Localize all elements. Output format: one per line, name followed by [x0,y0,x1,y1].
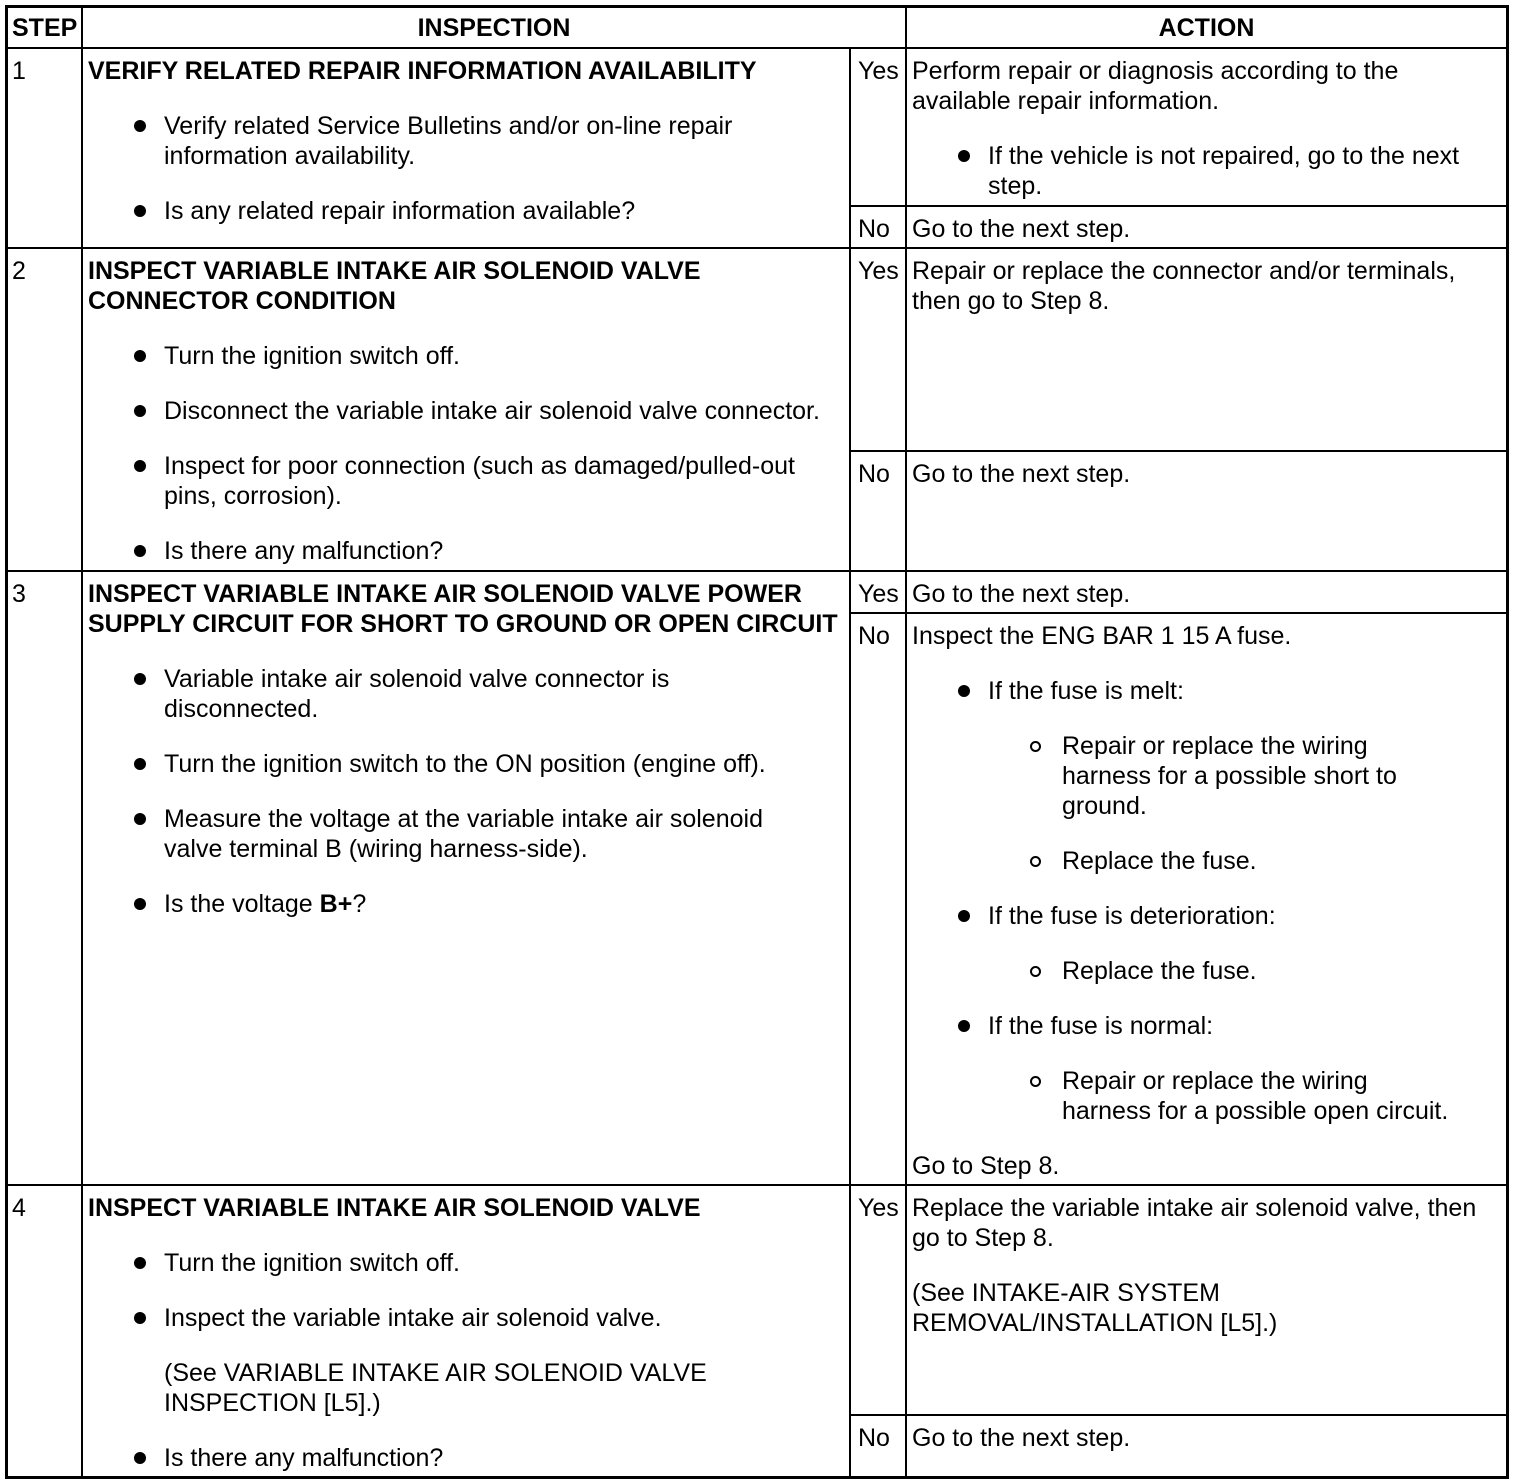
bullet-icon [134,1257,146,1269]
check-item-text: Turn the ignition switch off. [164,1249,460,1277]
check-item-text: Measure the voltage at the variable intake air solenoid valve terminal B (wiring harness-side). [164,805,763,863]
fuse-case-action [1062,1066,1501,1126]
check-item [164,889,844,919]
bullet-icon [134,205,146,217]
step-2-number: 2 [8,249,81,570]
check-item-text: Is there any malfunction? [164,1444,444,1472]
reference-note: (See VARIABLE INTAKE AIR SOLENOID VALVE INSPECTION [L5].) [164,1359,707,1417]
hollow-bullet-icon [1030,1076,1041,1087]
check-item-text: Turn the ignition switch to the ON position (engine off). [164,750,766,778]
step-2-no-action [907,452,1506,570]
step-2-yes-action [907,249,1506,450]
inspection-title: INSPECT VARIABLE INTAKE AIR SOLENOID VALVE [88,1194,701,1222]
check-item-text: Inspect the variable intake air solenoid valve. [164,1304,662,1332]
bullet-icon [958,1020,970,1032]
check-item-text: Disconnect the variable intake air solenoid valve connector. [164,397,820,425]
inspection-title: INSPECT VARIABLE INTAKE AIR SOLENOID VALVE CONNECTOR CONDITION [88,257,701,315]
step-1-inspection [83,49,849,247]
fuse-case-action-text: Repair or replace the wiring harness for a possible open circuit. [1062,1067,1449,1125]
check-item [164,749,844,779]
check-item-text: Is any related repair information available? [164,197,636,225]
check-item [164,536,844,566]
step-3-yes-label: Yes [851,572,905,612]
bullet-icon [134,545,146,557]
check-item [164,1443,844,1473]
action-text: Go to the next step. [912,460,1131,488]
diagnostic-table [5,5,1509,1479]
action-text: Inspect the ENG BAR 1 15 A fuse. [912,622,1292,650]
action-text: Perform repair or diagnosis according to the available repair information. [912,57,1399,115]
action-text: Go to the next step. [912,580,1131,608]
step-1-no-label: No [851,207,905,247]
check-item-text: Is there any malfunction? [164,537,444,565]
step-4-inspection [83,1186,849,1476]
fuse-case-action [1062,846,1501,876]
step-2-inspection [83,249,849,570]
header-step [8,8,81,47]
check-item-text: Verify related Service Bulletins and/or on-line repair information availability. [164,112,733,170]
step-1-no-action [907,207,1506,247]
check-item-text: Is the voltage [164,890,320,918]
step-4-yes-label: Yes [851,1186,905,1414]
hollow-bullet-icon [1030,741,1041,752]
action-item-text: If the vehicle is not repaired, go to the next step. [988,142,1460,200]
fuse-case-action [1062,731,1501,821]
check-item [164,341,844,371]
fuse-case-condition: If the fuse is deterioration: [988,902,1276,930]
step-3-no-label: No [851,614,905,1184]
header-action-label: ACTION [1158,13,1255,42]
voltage-value: B+ [319,890,353,918]
check-item [164,664,844,724]
bullet-icon [134,898,146,910]
bullet-icon [958,685,970,697]
fuse-case-action-text: Replace the fuse. [1062,957,1257,985]
check-item-text: Variable intake air solenoid valve connector is disconnected. [164,665,670,723]
step-3-no-action [907,614,1506,1184]
bullet-icon [958,910,970,922]
reference-note: (See INTAKE-AIR SYSTEM REMOVAL/INSTALLATION [L5].) [912,1279,1278,1337]
step-1-number: 1 [8,49,81,247]
check-item [164,804,844,864]
fuse-case [988,1011,1501,1041]
step-3-inspection [83,572,849,1184]
step-4-no-action [907,1416,1506,1476]
step-2-yes-label: Yes [851,249,905,450]
check-item-text: Turn the ignition switch off. [164,342,460,370]
fuse-case-condition: If the fuse is melt: [988,677,1184,705]
fuse-case-action-text: Replace the fuse. [1062,847,1257,875]
header-inspection-label: INSPECTION [417,13,571,42]
bullet-icon [134,758,146,770]
bullet-icon [134,673,146,685]
inspection-title: INSPECT VARIABLE INTAKE AIR SOLENOID VALVE POWER SUPPLY CIRCUIT FOR SHORT TO GROUND OR OPEN CIRCUIT [88,580,838,638]
step-3-yes-action [907,572,1506,612]
hollow-bullet-icon [1030,856,1041,867]
step-4-no-label: No [851,1416,905,1476]
check-item [164,1303,844,1333]
check-item-text: Inspect for poor connection (such as damaged/pulled-out pins, corrosion). [164,452,795,510]
step-3-number: 3 [8,572,81,1184]
bullet-icon [958,150,970,162]
step-4-yes-action [907,1186,1506,1414]
check-item [164,111,844,171]
step-2-no-label: No [851,452,905,570]
action-text: Go to the next step. [912,215,1131,243]
bullet-icon [134,1452,146,1464]
bullet-icon [134,405,146,417]
action-next: Go to Step 8. [912,1152,1060,1180]
fuse-case-action [1062,956,1501,986]
step-4-number: 4 [8,1186,81,1476]
check-item [164,451,844,511]
action-text: Repair or replace the connector and/or terminals, then go to Step 8. [912,257,1456,315]
fuse-case-condition: If the fuse is normal: [988,1012,1214,1040]
header-inspection [83,8,905,47]
header-action [907,8,1506,47]
bullet-icon [134,813,146,825]
bullet-icon [134,120,146,132]
fuse-case [988,901,1501,931]
action-text: Replace the variable intake air solenoid valve, then go to Step 8. [912,1194,1477,1252]
bullet-icon [134,1312,146,1324]
bullet-icon [134,460,146,472]
check-item-text-end: ? [352,890,367,918]
step-1-yes-action [907,49,1506,205]
bullet-icon [134,350,146,362]
fuse-case-action-text: Repair or replace the wiring harness for a possible short to ground. [1062,732,1397,820]
check-item [164,396,844,426]
check-item [164,196,844,226]
hollow-bullet-icon [1030,966,1041,977]
check-item [164,1248,844,1278]
action-item [988,141,1501,201]
action-text: Go to the next step. [912,1424,1131,1452]
step-1-yes-label: Yes [851,49,905,205]
fuse-case [988,676,1501,706]
header-step-label: STEP [12,13,78,42]
inspection-title: VERIFY RELATED REPAIR INFORMATION AVAILABILITY [88,57,757,85]
